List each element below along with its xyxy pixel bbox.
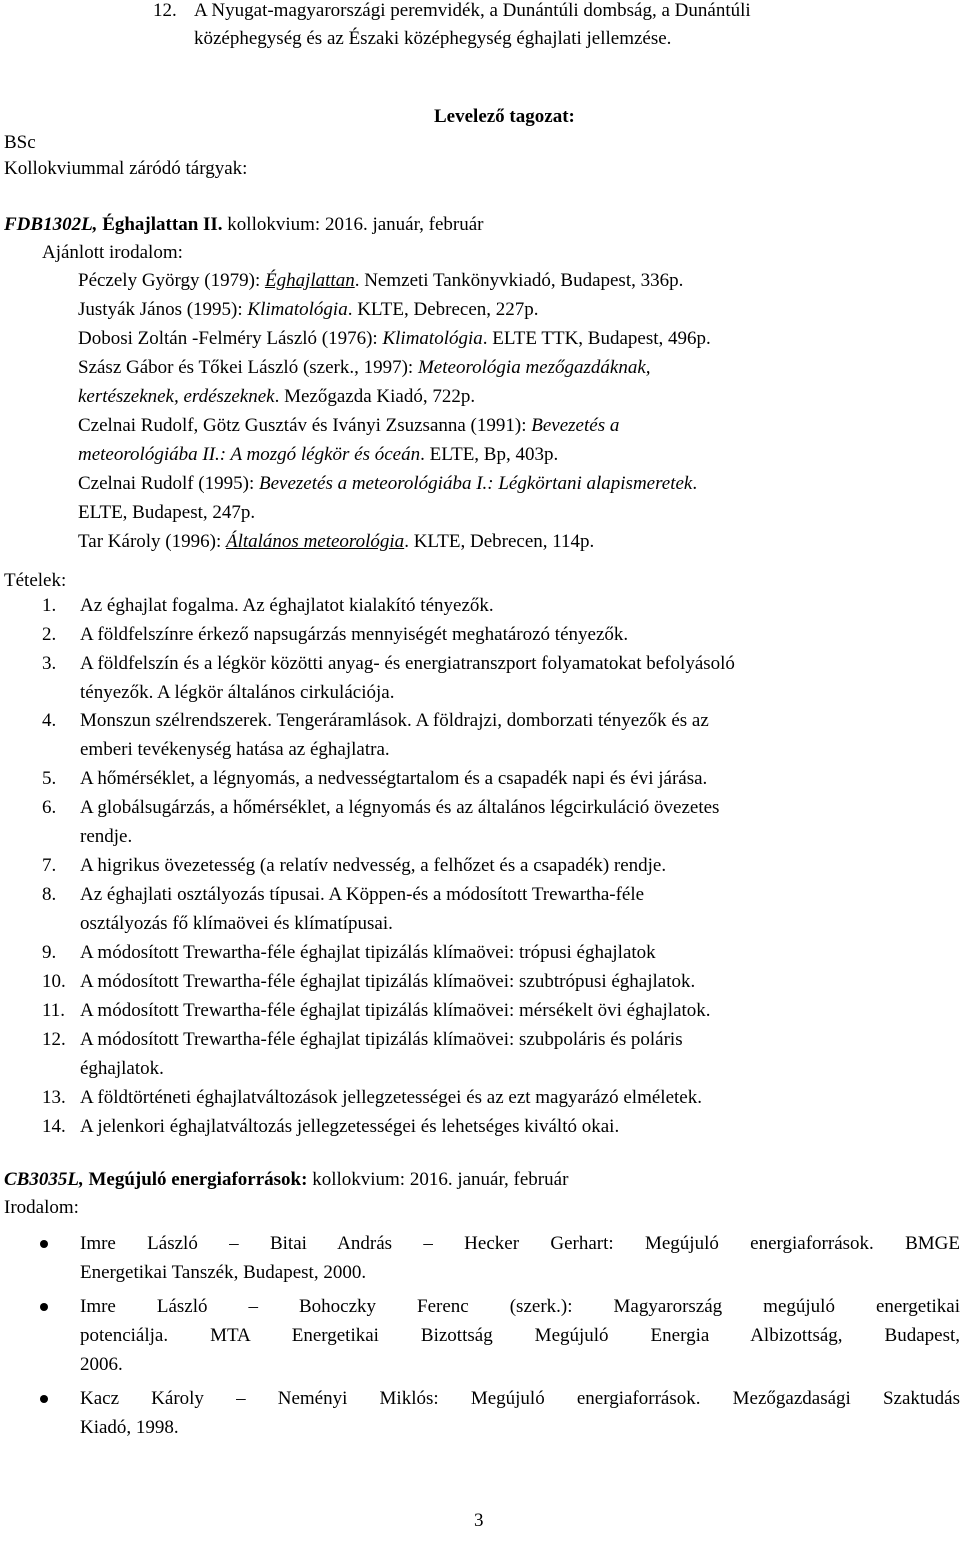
reference-publisher: . [692, 473, 698, 494]
topic-number: 10. [42, 971, 66, 992]
topic-number: 5. [42, 768, 57, 789]
reference-author: Szász Gábor és Tőkei László (szerk. [78, 357, 355, 378]
reference-line [78, 382, 475, 411]
reference-author: Dobosi Zoltán -Felméry László (1976): [78, 328, 383, 349]
reference-line: Imre László – Bitai András – Hecker Gerhart: Megújuló energiaforrások. BMGE [80, 1233, 960, 1254]
reference-line [78, 324, 711, 353]
topic-text: A módosított Trewartha-féle éghajlat tipizálás klímaövei: mérsékelt övi éghajlatok. [80, 1000, 711, 1021]
topic-number: 2. [42, 624, 57, 645]
header-line-1: A Nyugat-magyarországi peremvidék, a Dunántúli dombság, a Dunántúli [194, 0, 751, 21]
topic-text-continued: rendje. [80, 826, 133, 847]
reference-line: Imre László – Bohoczky Ferenc (szerk.): Magyarország megújuló energetikai [80, 1296, 960, 1317]
header-number: 12. [153, 0, 177, 21]
reference-author: Péczely György (1979): [78, 270, 265, 291]
topic-number: 14. [42, 1116, 66, 1137]
reference-line [78, 498, 255, 527]
course-1-code: FDB1302L, [4, 214, 98, 235]
topic-number: 7. [42, 855, 57, 876]
topic-text-continued: éghajlatok. [80, 1058, 164, 1079]
reference-author: ELTE, Budapest, 247p. [78, 502, 256, 523]
reference-title: Klimatológia [382, 328, 483, 349]
topic-text: A jelenkori éghajlatváltozás jellegzetességei és lehetséges kiváltó okai. [80, 1116, 620, 1137]
reference-publisher: . Mezőgazda Kiadó, 722p. [274, 386, 476, 407]
reference-line-continued: Energetikai Tanszék, Budapest, 2000. [80, 1262, 367, 1283]
reference-title: Éghajlattan [264, 270, 355, 291]
bullet-icon [40, 1240, 48, 1248]
topic-number: 6. [42, 797, 57, 818]
header-line-2: középhegység és az Északi középhegység éghajlati jellemzése. [194, 28, 672, 49]
degree-label: BSc [4, 132, 36, 153]
topic-text: A földfelszínre érkező napsugárzás mennyiségét meghatározó tényezők. [80, 624, 629, 645]
topic-text: A globálsugárzás, a hőmérséklet, a légnyomás és az általános légcirkuláció övezetes [80, 797, 720, 818]
reference-author: Tar Károly (1996): [78, 531, 226, 552]
reference-line [78, 440, 558, 469]
course-2-name: Megújuló energiaforrások: [88, 1169, 308, 1190]
reference-line: Kacz Károly – Neményi Miklós: Megújuló energiaforrások. Mezőgazdasági Szaktudás [80, 1388, 960, 1409]
topic-text: A földfelszín és a légkör közötti anyag- és energiatranszport folyamatokat befolyásoló [80, 653, 735, 674]
reference-publisher: . KLTE, Debrecen, 227p. [347, 299, 539, 320]
course-2-literature-label: Irodalom: [4, 1197, 79, 1218]
section-subtitle: Kollokviummal záródó tárgyak: [4, 158, 248, 179]
course-1-exam: kollokvium: 2016. január, február [227, 214, 484, 235]
bullet-icon [40, 1303, 48, 1311]
topic-text-continued: osztályozás fő klímaövei és klímatípusai. [80, 913, 393, 934]
course-1-literature-label: Ajánlott irodalom: [42, 242, 183, 263]
topic-number: 11. [42, 1000, 66, 1021]
topic-text: A módosított Trewartha-féle éghajlat tipizálás klímaövei: trópusi éghajlatok [80, 942, 656, 963]
section-title: Levelező tagozat: [434, 106, 575, 127]
topic-number: 12. [42, 1029, 66, 1050]
topic-number: 9. [42, 942, 57, 963]
reference-title: kertészeknek, erdészeknek [78, 386, 275, 407]
reference-line [78, 353, 651, 382]
reference-line [78, 411, 619, 440]
topic-number: 8. [42, 884, 57, 905]
reference-line [78, 469, 697, 498]
reference-line [78, 295, 539, 324]
reference-title: meteorológiába II.: A mozgó légkör és óceán [78, 444, 421, 465]
reference-title: Általános meteorológia [225, 531, 405, 552]
topic-text: A módosított Trewartha-féle éghajlat tipizálás klímaövei: szubpoláris és poláris [80, 1029, 683, 1050]
topic-text: A földtörténeti éghajlatváltozások jellegzetességei és az ezt magyarázó elméletek. [80, 1087, 702, 1108]
topic-text: A módosított Trewartha-féle éghajlat tipizálás klímaövei: szubtrópusi éghajlatok. [80, 971, 696, 992]
course-2-heading [4, 1165, 568, 1194]
topic-text: A higrikus övezetesség (a relatív nedvesség, a felhőzet és a csapadék) rendje. [80, 855, 667, 876]
reference-line-continued: 2006. [80, 1354, 123, 1375]
reference-line-continued: potenciálja. MTA Energetikai Bizottság Megújuló Energia Albizottság, Budapest, [80, 1325, 960, 1346]
topic-number: 13. [42, 1087, 66, 1108]
topic-number: 4. [42, 710, 57, 731]
reference-title: Bevezetés a meteorológiába I.: Légkörtani alapismeretek [259, 473, 693, 494]
page-number: 3 [474, 1510, 484, 1531]
topic-text: Monszun szélrendszerek. Tengeráramlások. A földrajzi, domborzati tényezők és az [80, 710, 709, 731]
reference-publisher: . KLTE, Debrecen, 114p. [404, 531, 595, 552]
bullet-icon [40, 1395, 48, 1403]
reference-line [78, 527, 594, 556]
course-2-code: CB3035L, [4, 1169, 84, 1190]
reference-title: Meteorológia mezőgazdáknak, [417, 357, 651, 378]
topic-text: A hőmérséklet, a légnyomás, a nedvességtartalom és a csapadék napi és évi járása. [80, 768, 708, 789]
reference-line [78, 266, 683, 295]
topic-text-continued: emberi tevékenység hatása az éghajlatra. [80, 739, 390, 760]
reference-publisher: . Nemzeti Tankönyvkiadó, Budapest, 336p. [354, 270, 684, 291]
course-1-name: Éghajlattan II. [102, 214, 223, 235]
course-2-exam: kollokvium: 2016. január, február [312, 1169, 569, 1190]
reference-line-continued: Kiadó, 1998. [80, 1417, 179, 1438]
course-1-heading [4, 210, 484, 239]
reference-year: , 1997): [354, 357, 418, 378]
reference-author: Czelnai Rudolf, Götz Gusztáv és Iványi Zsuzsanna (1991): [78, 415, 532, 436]
topic-text: Az éghajlati osztályozás típusai. A Köppen-és a módosított Trewartha-féle [80, 884, 645, 905]
topic-text: Az éghajlat fogalma. Az éghajlatot kialakító tényezők. [80, 595, 494, 616]
reference-publisher: . ELTE, Bp, 403p. [420, 444, 559, 465]
topic-number: 3. [42, 653, 57, 674]
reference-title: Bevezetés a [531, 415, 620, 436]
topic-text-continued: tényezők. A légkör általános cirkulációja. [80, 682, 395, 703]
topics-label: Tételek: [4, 570, 67, 591]
reference-author: Justyák János (1995): [78, 299, 248, 320]
reference-publisher: . ELTE TTK, Budapest, 496p. [482, 328, 711, 349]
reference-title: Klimatológia [247, 299, 348, 320]
reference-author: Czelnai Rudolf (1995): [78, 473, 259, 494]
topic-number: 1. [42, 595, 57, 616]
